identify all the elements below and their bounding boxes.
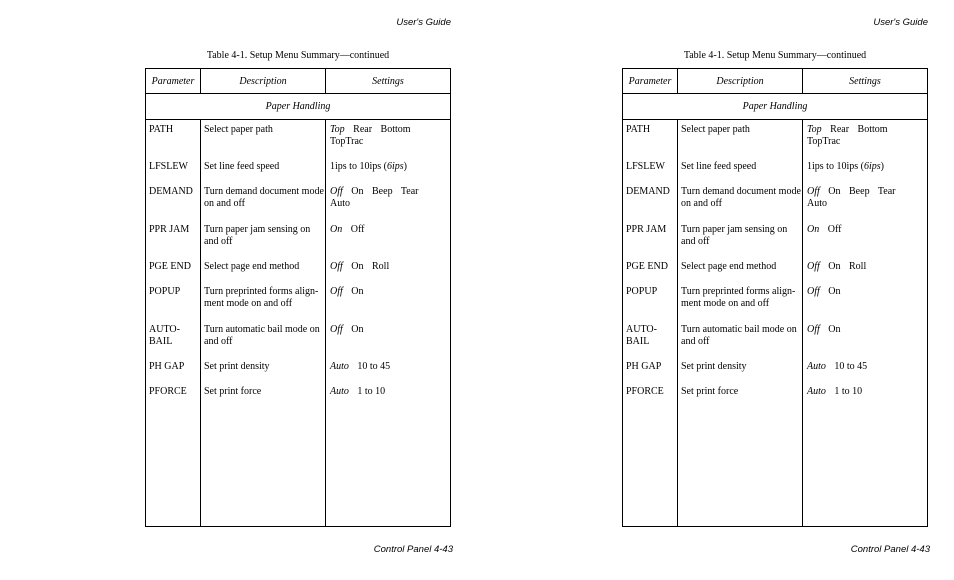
setup-menu-table: [145, 68, 451, 527]
setting-option: 1 to 10: [357, 386, 386, 397]
settings-cell: [807, 324, 925, 336]
setting-option: ): [880, 161, 884, 172]
setting-option: Rear: [830, 124, 850, 135]
parameter-cell: DEMAND: [626, 186, 670, 197]
description-cell: Set line feed speed: [681, 161, 757, 172]
description-cell: Turn preprinted forms align-ment mode on and off: [681, 286, 796, 309]
settings-cell: [330, 286, 448, 298]
column-header-parameter: Parameter: [151, 76, 195, 87]
setting-option: Beep: [849, 186, 870, 197]
description-cell: Turn paper jam sensing on and off: [681, 224, 788, 247]
setting-option: Roll: [849, 261, 867, 272]
column-header-settings: Settings: [372, 76, 404, 87]
settings-cell: [330, 361, 448, 373]
column-header-settings: Settings: [849, 76, 881, 87]
setting-option: Rear: [353, 124, 373, 135]
parameter-cell: PFORCE: [149, 386, 187, 397]
settings-cell: [330, 261, 448, 273]
running-header: User's Guide: [396, 17, 451, 28]
setting-option: Bottom: [380, 124, 411, 135]
description-cell: Select paper path: [681, 124, 750, 135]
description-cell: Select page end method: [204, 261, 300, 272]
settings-cell: [330, 124, 448, 148]
parameter-cell: PPR JAM: [626, 224, 667, 235]
setting-option: Off: [350, 224, 365, 235]
parameter-cell: PPR JAM: [149, 224, 190, 235]
section-divider: [623, 119, 927, 120]
parameter-cell: POPUP: [149, 286, 181, 297]
parameter-cell: LFSLEW: [626, 161, 665, 172]
default-setting-option: Off: [330, 324, 343, 335]
setting-option: 10 to 45: [834, 361, 868, 372]
description-cell: Turn preprinted forms align-ment mode on and off: [204, 286, 319, 309]
parameter-cell: POPUP: [626, 286, 658, 297]
default-setting-option: 6ips: [863, 161, 881, 172]
setting-option: 10 to 45: [357, 361, 391, 372]
section-title: Paper Handling: [623, 94, 927, 119]
parameter-cell: PH GAP: [149, 361, 185, 372]
settings-cell: [807, 186, 925, 210]
setting-option: 1ips to 10ips (: [330, 161, 387, 172]
settings-cell: [330, 324, 448, 336]
parameter-cell: PFORCE: [626, 386, 664, 397]
parameter-cell: PH GAP: [626, 361, 662, 372]
default-setting-option: Top: [807, 124, 822, 135]
section-title: Paper Handling: [146, 94, 450, 119]
column-header-description: Description: [239, 76, 287, 87]
description-cell: Turn demand document mode on and off: [681, 186, 801, 209]
default-setting-option: On: [807, 224, 820, 235]
settings-cell: [330, 161, 448, 173]
settings-cell: [807, 361, 925, 373]
description-cell: Set line feed speed: [204, 161, 280, 172]
parameter-cell: PGE END: [149, 261, 191, 272]
setting-option: TopTrac: [330, 136, 364, 147]
description-cell: Set print density: [681, 361, 747, 372]
setting-option: Roll: [372, 261, 390, 272]
setting-option: TopTrac: [807, 136, 841, 147]
table-caption: Table 4-1. Setup Menu Summary—continued: [206, 50, 390, 61]
setting-option: On: [351, 186, 364, 197]
running-footer: Control Panel 4-43: [373, 544, 453, 555]
description-cell: Turn automatic bail mode on and off: [681, 324, 797, 347]
setting-option: On: [351, 261, 364, 272]
parameter-cell: AUTO-BAIL: [149, 324, 180, 347]
setting-option: Tear: [877, 186, 896, 197]
default-setting-option: 6ips: [386, 161, 404, 172]
default-setting-option: Auto: [807, 386, 826, 397]
setting-option: Auto: [807, 198, 827, 209]
running-footer: Control Panel 4-43: [850, 544, 930, 555]
description-cell: Set print force: [204, 386, 262, 397]
description-cell: Turn paper jam sensing on and off: [204, 224, 311, 247]
description-cell: Select page end method: [681, 261, 777, 272]
settings-cell: [330, 224, 448, 236]
default-setting-option: Off: [807, 186, 820, 197]
description-cell: Turn demand document mode on and off: [204, 186, 324, 209]
description-cell: Select paper path: [204, 124, 273, 135]
column-header-parameter: Parameter: [628, 76, 672, 87]
manual-page: [477, 0, 954, 580]
default-setting-option: Off: [807, 324, 820, 335]
default-setting-option: Auto: [330, 361, 349, 372]
description-cell: Set print force: [681, 386, 739, 397]
setting-option: On: [828, 186, 841, 197]
parameter-cell: AUTO-BAIL: [626, 324, 657, 347]
setting-option: On: [828, 286, 841, 297]
default-setting-option: Off: [330, 286, 343, 297]
default-setting-option: Off: [330, 261, 343, 272]
setting-option: On: [351, 324, 364, 335]
setting-option: On: [828, 261, 841, 272]
default-setting-option: Top: [330, 124, 345, 135]
parameter-cell: PGE END: [626, 261, 668, 272]
setting-option: Off: [827, 224, 842, 235]
table-caption: Table 4-1. Setup Menu Summary—continued: [683, 50, 867, 61]
description-cell: Set print density: [204, 361, 270, 372]
settings-cell: [807, 124, 925, 148]
setup-menu-table: [622, 68, 928, 527]
settings-cell: [330, 386, 448, 398]
default-setting-option: Auto: [330, 386, 349, 397]
setting-option: On: [828, 324, 841, 335]
setting-option: Auto: [330, 198, 350, 209]
default-setting-option: Off: [807, 261, 820, 272]
parameter-cell: PATH: [149, 124, 174, 135]
parameter-cell: LFSLEW: [149, 161, 188, 172]
parameter-cell: PATH: [626, 124, 651, 135]
setting-option: Tear: [400, 186, 419, 197]
running-header: User's Guide: [873, 17, 928, 28]
setting-option: 1 to 10: [834, 386, 863, 397]
setting-option: 1ips to 10ips (: [807, 161, 864, 172]
settings-cell: [330, 186, 448, 210]
settings-cell: [807, 161, 925, 173]
default-setting-option: On: [330, 224, 343, 235]
column-header-description: Description: [716, 76, 764, 87]
default-setting-option: Auto: [807, 361, 826, 372]
parameter-cell: DEMAND: [149, 186, 193, 197]
default-setting-option: Off: [807, 286, 820, 297]
settings-cell: [807, 261, 925, 273]
settings-cell: [807, 286, 925, 298]
default-setting-option: Off: [330, 186, 343, 197]
settings-cell: [807, 386, 925, 398]
settings-cell: [807, 224, 925, 236]
section-divider: [146, 119, 450, 120]
description-cell: Turn automatic bail mode on and off: [204, 324, 320, 347]
setting-option: Beep: [372, 186, 393, 197]
setting-option: On: [351, 286, 364, 297]
setting-option: Bottom: [857, 124, 888, 135]
setting-option: ): [403, 161, 407, 172]
